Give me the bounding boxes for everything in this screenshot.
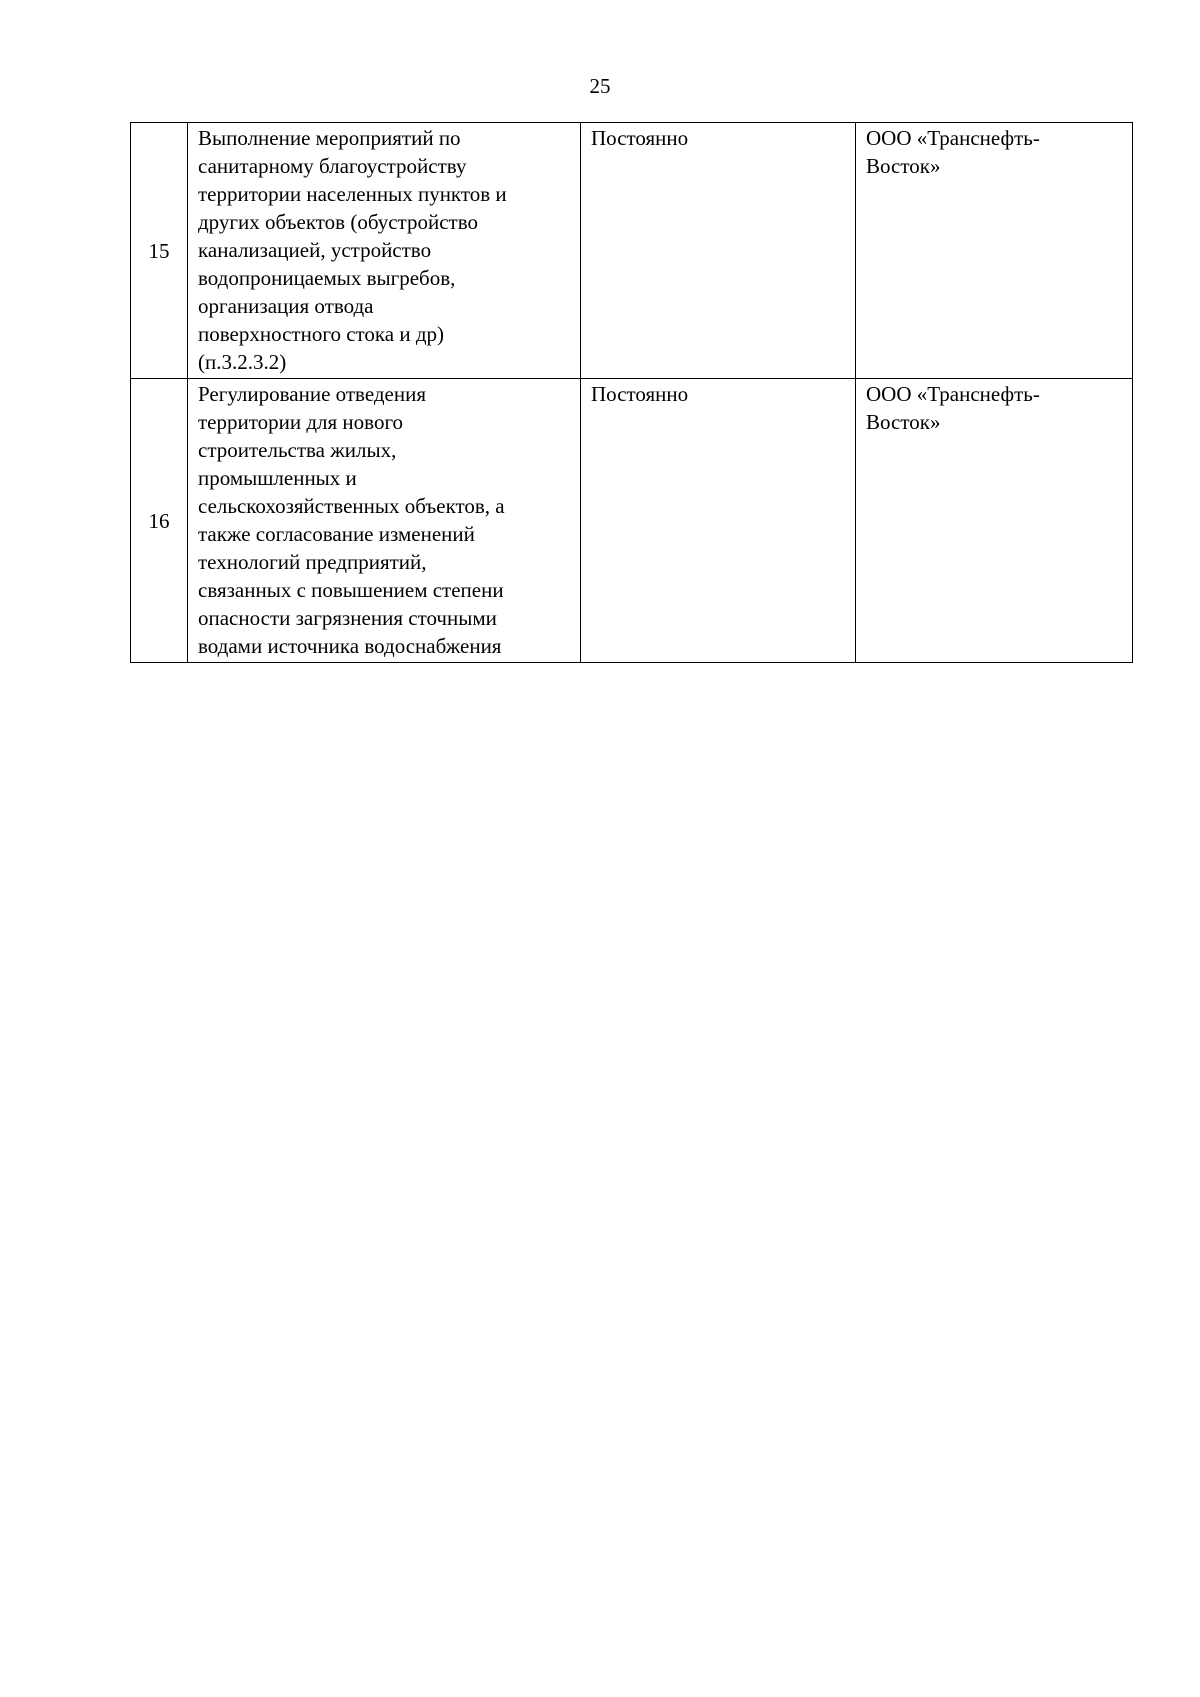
page-number: 25 (589, 74, 611, 98)
measure-line: канализацией, устройство (198, 238, 432, 262)
measure-line: водами источника водоснабжения (198, 634, 502, 658)
measure-line: сельскохозяйственных объектов, а (198, 494, 505, 518)
measure-line: санитарному благоустройству (198, 154, 467, 178)
measure-line: территории населенных пунктов и (198, 182, 507, 206)
responsible-line: ООО «Транснефть- (866, 126, 1040, 150)
measure-line: (п.3.2.3.2) (198, 350, 287, 374)
measure-line: Регулирование отведения (198, 382, 427, 406)
measure-line: поверхностного стока и др) (198, 322, 445, 346)
table-row (131, 123, 1133, 379)
measures-table (130, 122, 1133, 663)
term-text: Постоянно (591, 126, 689, 150)
measure-line: водопроницаемых выгребов, (198, 266, 456, 290)
measure-line: опасности загрязнения сточными (198, 606, 497, 630)
table-row (131, 379, 1133, 663)
responsible-cell (856, 379, 1133, 663)
term-text: Постоянно (591, 382, 689, 406)
measure-cell (188, 379, 581, 663)
measure-line: строительства жилых, (198, 438, 397, 462)
measure-line: других объектов (обустройство (198, 210, 478, 234)
responsible-cell (856, 123, 1133, 379)
row-number-cell (131, 123, 188, 379)
measure-line: Выполнение мероприятий по (198, 126, 461, 150)
measure-cell (188, 123, 581, 379)
measure-line: связанных с повышением степени (198, 578, 504, 602)
measure-line: организация отвода (198, 294, 374, 318)
responsible-line: Восток» (866, 410, 941, 434)
term-cell (581, 379, 856, 663)
row-number: 15 (148, 238, 170, 263)
row-number-cell (131, 379, 188, 663)
term-cell (581, 123, 856, 379)
measure-line: промышленных и (198, 466, 357, 490)
measure-line: территории для нового (198, 410, 404, 434)
responsible-line: Восток» (866, 154, 941, 178)
measure-line: технологий предприятий, (198, 550, 427, 574)
responsible-line: ООО «Транснефть- (866, 382, 1040, 406)
measure-line: также согласование изменений (198, 522, 475, 546)
row-number: 16 (148, 508, 170, 533)
